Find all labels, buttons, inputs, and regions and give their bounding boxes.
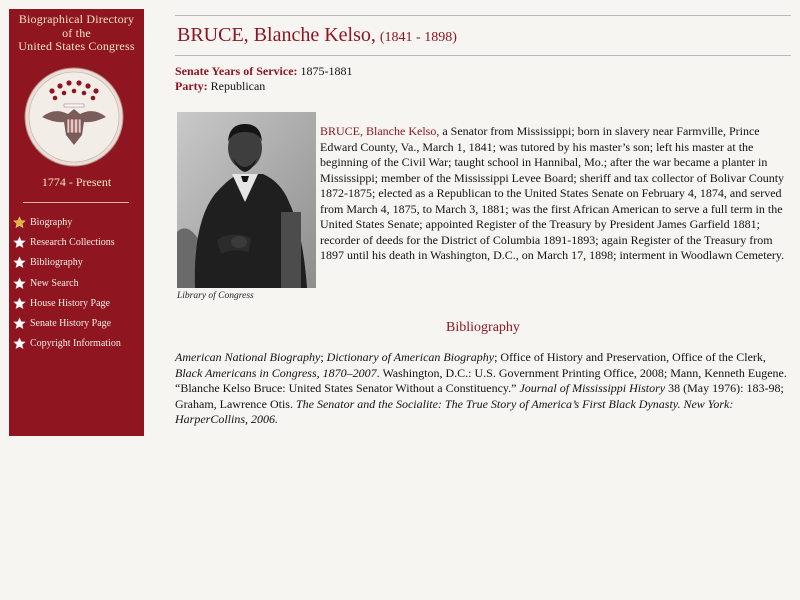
star-icon (13, 277, 26, 290)
nav-label: Senate History Page (30, 318, 112, 330)
senate-years-value: 1875-1881 (300, 64, 353, 78)
party-label: Party: (175, 79, 208, 93)
star-icon (13, 236, 26, 249)
service-info (175, 64, 353, 94)
nav-biography[interactable] (13, 212, 143, 232)
sidebar (9, 9, 144, 436)
star-icon (13, 297, 26, 310)
bib-title: Black Americans in Congress, 1870–2007 (175, 365, 377, 380)
star-icon (13, 256, 26, 269)
nav-label: New Search (30, 277, 79, 289)
photo-credit: Library of Congress (177, 291, 254, 301)
star-icon (13, 337, 26, 350)
sidebar-title[interactable] (9, 13, 144, 54)
sidebar-title-line: of the (62, 25, 91, 40)
congress-seal-icon (24, 67, 124, 167)
sidebar-title-line: United States Congress (18, 39, 135, 53)
bib-title: The Senator and the Socialite: The True Story of America’s First Black Dynasty. New York: HarperCollins, 2006. (175, 396, 734, 426)
bib-text: . Washington, D.C.: U.S. Government Printing Office, 2008; Mann, Kenneth Eugene. “Blanche Kelso Bruce: United States Senator Without a Constituency.” (175, 365, 787, 395)
star-icon (13, 216, 26, 229)
bib-text: 38 (May 1976): 183-98; Graham, Lawrence Otis. (175, 381, 784, 411)
bio-name: BRUCE, Blanche Kelso, (320, 124, 440, 138)
title-divider (175, 55, 791, 56)
page-title (177, 24, 457, 47)
bib-text: ; (320, 350, 327, 364)
nav-label: Biography (30, 216, 73, 228)
top-divider (175, 15, 791, 16)
bib-title: American National Biography (175, 350, 321, 364)
bibliography-heading: Bibliography (446, 320, 520, 335)
bio-body: a Senator from Mississippi; born in slavery near Farmville, Prince Edward County, Va., March 1, 1841; was tutored by his master’s son; left his master at the beginning of the Civil War; taught school in Hannibal, Mo.; after the war became a planter in Mississippi; member of the Mississippi Levee Board; sheriff and tax collector of Bolivar County 1872-1875; elected as a Republican to the United States Senate on February 4, 1874, and served from March 4, 1875, to March 3, 1881; was the first African American to serve a full term in the United States Senate; appointed Register of the Treasury by President James Garfield 1881; recorder of deeds for the District of Columbia 1891-1893; again Register of the Treasury from 1897 until his death in Washington, D.C., on March 17, 1898; interment in Woodlawn Cemetery. (320, 124, 785, 262)
bib-text: ; Office of History and Preservation, Office of the Clerk, (494, 350, 766, 364)
nav-research-collections[interactable] (13, 232, 143, 252)
portrait-photo (177, 112, 316, 288)
nav-house-history-page[interactable] (13, 293, 143, 313)
bibliography-text (175, 350, 795, 428)
nav-label: Bibliography (30, 257, 83, 269)
bib-title: Dictionary of American Biography (326, 350, 495, 364)
nav-label: Research Collections (30, 236, 115, 248)
sidebar-nav (13, 212, 143, 354)
star-icon (13, 317, 26, 330)
sidebar-dates: 1774 - Present (41, 175, 112, 189)
nav-copyright-information[interactable] (13, 334, 143, 354)
sidebar-title-line: Biographical Directory (18, 12, 135, 26)
senate-years-label: Senate Years of Service: (175, 64, 298, 78)
nav-senate-history-page[interactable] (13, 313, 143, 333)
sidebar-divider (23, 202, 129, 203)
member-name: BRUCE, Blanche Kelso, (177, 24, 376, 46)
member-lifespan: (1841 - 1898) (379, 30, 457, 45)
nav-bibliography[interactable] (13, 253, 143, 273)
bib-title: Journal of Mississippi History (519, 381, 666, 395)
nav-label: Copyright Information (30, 338, 121, 350)
biography-text (320, 124, 794, 264)
nav-new-search[interactable] (13, 273, 143, 293)
party-value: Republican (210, 79, 266, 93)
nav-label: House History Page (30, 297, 110, 309)
